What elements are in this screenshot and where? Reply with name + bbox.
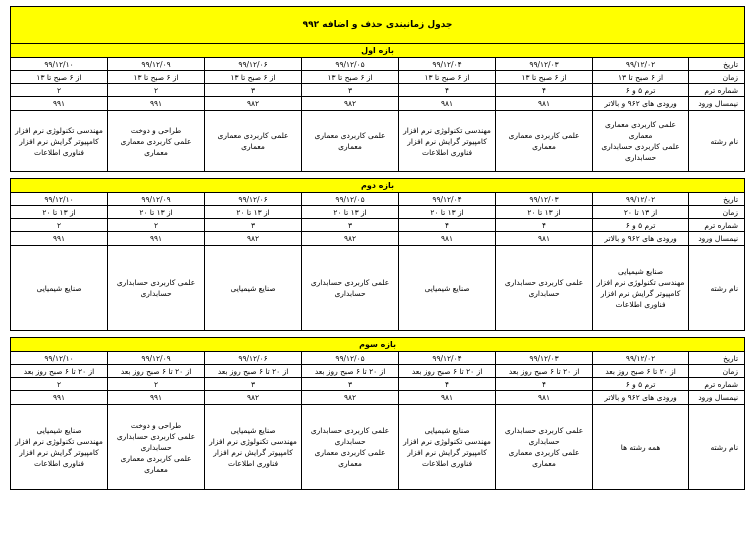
time-cell: از ۶ صبح تا ۱۳: [108, 71, 205, 84]
time-cell: از ۱۳ تا ۲۰: [205, 206, 302, 219]
time-cell: از ۲۰ تا ۶ صبح روز بعد: [496, 365, 593, 378]
row-label: زمان: [689, 71, 745, 84]
gap-cell: [11, 172, 745, 179]
term-cell: ۳: [302, 378, 399, 391]
term-row: [11, 219, 745, 232]
row-label: نام رشته: [689, 111, 745, 172]
semester-cell: ۹۸۲: [302, 232, 399, 246]
major-cell: [11, 246, 108, 331]
semester-cell: ۹۸۲: [205, 232, 302, 246]
semester-cell: ۹۹۱: [11, 391, 108, 405]
table-title: جدول زمانبندی حذف و اضافه ۹۹۲: [11, 7, 745, 44]
row-label: زمان: [689, 206, 745, 219]
semester-cell: ۹۸۱: [496, 391, 593, 405]
term-cell: ۴: [496, 84, 593, 97]
major-text: صنایع شیمیایی مهندسی تکنولوژی نرم افزار کامپیوتر گرایش نرم افزار فناوری اطلاعات: [15, 426, 103, 468]
term-cell: ترم ۵ و ۶: [593, 219, 689, 232]
gap-cell: [11, 331, 745, 338]
semester-cell: ورودی های ۹۶۲ و بالاتر: [593, 97, 689, 111]
time-cell: از ۱۳ تا ۲۰: [399, 206, 496, 219]
row-label: نیمسال ورود: [689, 391, 745, 405]
major-text: صنایع شیمیایی: [36, 283, 82, 293]
major-text: طراحی و دوخت علمی کاربردی معماری معماری: [120, 125, 192, 157]
section-gap: [11, 172, 745, 179]
time-cell: از ۲۰ تا ۶ صبح روز بعد: [593, 365, 689, 378]
semester-cell: ۹۸۱: [399, 391, 496, 405]
major-text: صنایع شیمیایی: [424, 283, 470, 293]
section-title: بازه دوم: [11, 179, 745, 193]
term-cell: ۲: [11, 219, 108, 232]
term-cell: ۳: [205, 84, 302, 97]
date-row: [11, 193, 745, 206]
major-text: علمی کاربردی معماری معماری علمی کاربردی حسابداری حسابداری: [601, 120, 680, 162]
major-row: [11, 111, 745, 172]
major-cell: [11, 405, 108, 490]
date-cell: ۹۹/۱۲/۱۰: [11, 193, 108, 206]
semester-cell: ۹۸۲: [205, 97, 302, 111]
semester-cell: ۹۸۱: [399, 97, 496, 111]
semester-cell: ۹۸۱: [496, 232, 593, 246]
time-cell: از ۱۳ تا ۲۰: [593, 206, 689, 219]
schedule-table: [10, 6, 745, 490]
major-text: صنایع شیمیایی مهندسی تکنولوژی نرم افزار کامپیوتر گرایش نرم افزار فناوری اطلاعات: [596, 267, 685, 309]
time-cell: از ۱۳ تا ۲۰: [496, 206, 593, 219]
section-header-row: [11, 338, 745, 352]
major-text: علمی کاربردی معماری معماری: [217, 131, 289, 151]
time-cell: از ۶ صبح تا ۱۳: [205, 71, 302, 84]
time-cell: از ۲۰ تا ۶ صبح روز بعد: [11, 365, 108, 378]
date-cell: ۹۹/۱۲/۰۵: [302, 352, 399, 365]
date-cell: ۹۹/۱۲/۰۲: [593, 58, 689, 71]
date-cell: ۹۹/۱۲/۰۶: [205, 352, 302, 365]
semester-cell: ۹۸۱: [496, 97, 593, 111]
time-row: [11, 71, 745, 84]
major-cell: [496, 111, 593, 172]
time-cell: از ۶ صبح تا ۱۳: [399, 71, 496, 84]
section-gap: [11, 331, 745, 338]
row-label: نام رشته: [689, 405, 745, 490]
semester-cell: ۹۹۱: [11, 232, 108, 246]
date-cell: ۹۹/۱۲/۰۲: [593, 352, 689, 365]
time-cell: از ۲۰ تا ۶ صبح روز بعد: [108, 365, 205, 378]
major-cell: [399, 405, 496, 490]
date-cell: ۹۹/۱۲/۰۹: [108, 193, 205, 206]
semester-cell: ۹۹۱: [108, 97, 205, 111]
major-cell: [496, 405, 593, 490]
date-row: [11, 352, 745, 365]
major-cell: [496, 246, 593, 331]
term-cell: ۲: [108, 84, 205, 97]
row-label: شماره ترم: [689, 219, 745, 232]
time-cell: از ۶ صبح تا ۱۳: [302, 71, 399, 84]
major-cell: [593, 111, 689, 172]
semester-cell: ۹۸۲: [302, 391, 399, 405]
term-cell: ۲: [108, 219, 205, 232]
term-cell: ترم ۵ و ۶: [593, 378, 689, 391]
time-row: [11, 206, 745, 219]
major-text: علمی کاربردی معماری معماری: [314, 131, 386, 151]
major-text: علمی کاربردی حسابداری حسابداری علمی کاربردی معماری معماری: [310, 426, 390, 468]
schedule-body: [11, 7, 745, 490]
major-cell: [302, 246, 399, 331]
semester-cell: ورودی های ۹۶۲ و بالاتر: [593, 391, 689, 405]
date-cell: ۹۹/۱۲/۱۰: [11, 58, 108, 71]
date-cell: ۹۹/۱۲/۰۲: [593, 193, 689, 206]
major-text: علمی کاربردی حسابداری حسابداری علمی کاربردی معماری معماری: [504, 426, 584, 468]
semester-cell: ورودی های ۹۶۲ و بالاتر: [593, 232, 689, 246]
row-label: شماره ترم: [689, 378, 745, 391]
date-cell: ۹۹/۱۲/۰۳: [496, 352, 593, 365]
row-label: تاریخ: [689, 352, 745, 365]
term-cell: ۴: [496, 219, 593, 232]
semester-cell: ۹۸۱: [399, 232, 496, 246]
major-text: علمی کاربردی حسابداری حسابداری: [116, 278, 196, 298]
major-cell: [108, 111, 205, 172]
date-cell: ۹۹/۱۲/۰۳: [496, 193, 593, 206]
row-label: شماره ترم: [689, 84, 745, 97]
row-label: نام رشته: [689, 246, 745, 331]
row-label: نیمسال ورود: [689, 97, 745, 111]
term-cell: ۴: [399, 84, 496, 97]
time-cell: از ۶ صبح تا ۱۳: [496, 71, 593, 84]
section-title: بازه اول: [11, 44, 745, 58]
major-row: [11, 246, 745, 331]
term-cell: ۴: [399, 378, 496, 391]
major-cell: [593, 405, 689, 490]
semester-row: [11, 391, 745, 405]
semester-cell: ۹۹۱: [108, 232, 205, 246]
semester-cell: ۹۹۱: [108, 391, 205, 405]
major-cell: [205, 405, 302, 490]
semester-row: [11, 97, 745, 111]
major-cell: [399, 111, 496, 172]
row-label: نیمسال ورود: [689, 232, 745, 246]
section-header-row: [11, 179, 745, 193]
term-cell: ۲: [11, 84, 108, 97]
date-cell: ۹۹/۱۲/۰۵: [302, 193, 399, 206]
major-cell: [205, 111, 302, 172]
time-cell: از ۶ صبح تا ۱۳: [11, 71, 108, 84]
time-cell: از ۲۰ تا ۶ صبح روز بعد: [205, 365, 302, 378]
date-cell: ۹۹/۱۲/۰۵: [302, 58, 399, 71]
date-cell: ۹۹/۱۲/۰۹: [108, 352, 205, 365]
semester-row: [11, 232, 745, 246]
date-cell: ۹۹/۱۲/۰۴: [399, 352, 496, 365]
major-cell: [593, 246, 689, 331]
term-cell: ۳: [302, 219, 399, 232]
date-cell: ۹۹/۱۲/۰۴: [399, 58, 496, 71]
time-cell: از ۱۳ تا ۲۰: [302, 206, 399, 219]
semester-cell: ۹۸۲: [205, 391, 302, 405]
major-text: صنایع شیمیایی: [230, 283, 276, 293]
time-cell: از ۱۳ تا ۲۰: [11, 206, 108, 219]
semester-cell: ۹۹۱: [11, 97, 108, 111]
term-cell: ۳: [302, 84, 399, 97]
date-cell: ۹۹/۱۲/۰۶: [205, 193, 302, 206]
term-cell: ترم ۵ و ۶: [593, 84, 689, 97]
major-cell: [302, 111, 399, 172]
major-cell: [11, 111, 108, 172]
time-cell: از ۲۰ تا ۶ صبح روز بعد: [399, 365, 496, 378]
section-title: بازه سوم: [11, 338, 745, 352]
major-text: علمی کاربردی معماری معماری: [508, 131, 580, 151]
schedule-sheet: [10, 6, 744, 490]
term-row: [11, 84, 745, 97]
time-cell: از ۱۳ تا ۲۰: [108, 206, 205, 219]
row-label: تاریخ: [689, 58, 745, 71]
major-cell: [108, 246, 205, 331]
major-text: صنایع شیمیایی مهندسی تکنولوژی نرم افزار کامپیوتر گرایش نرم افزار فناوری اطلاعات: [403, 426, 491, 468]
major-cell: [108, 405, 205, 490]
date-cell: ۹۹/۱۲/۰۶: [205, 58, 302, 71]
major-text: طراحی و دوخت علمی کاربردی حسابداری حسابداری علمی کاربردی معماری معماری: [116, 420, 196, 474]
major-text: مهندسی تکنولوژی نرم افزار کامپیوتر گرایش نرم افزار فناوری اطلاعات: [403, 125, 491, 157]
term-cell: ۲: [11, 378, 108, 391]
term-cell: ۳: [205, 219, 302, 232]
major-cell: [399, 246, 496, 331]
date-cell: ۹۹/۱۲/۰۹: [108, 58, 205, 71]
date-row: [11, 58, 745, 71]
term-cell: ۳: [205, 378, 302, 391]
semester-cell: ۹۸۲: [302, 97, 399, 111]
section-header-row: [11, 44, 745, 58]
term-cell: ۴: [399, 219, 496, 232]
major-text: علمی کاربردی حسابداری حسابداری: [310, 278, 390, 298]
date-cell: ۹۹/۱۲/۱۰: [11, 352, 108, 365]
term-cell: ۴: [496, 378, 593, 391]
major-row: [11, 405, 745, 490]
time-row: [11, 365, 745, 378]
date-cell: ۹۹/۱۲/۰۴: [399, 193, 496, 206]
row-label: تاریخ: [689, 193, 745, 206]
major-text: مهندسی تکنولوژی نرم افزار کامپیوتر گرایش نرم افزار فناوری اطلاعات: [15, 125, 103, 157]
date-cell: ۹۹/۱۲/۰۳: [496, 58, 593, 71]
major-cell: [205, 246, 302, 331]
major-text: علمی کاربردی حسابداری حسابداری: [504, 278, 584, 298]
major-cell: [302, 405, 399, 490]
time-cell: از ۶ صبح تا ۱۳: [593, 71, 689, 84]
title-row: [11, 7, 745, 44]
major-text: همه رشته ها: [620, 442, 661, 452]
term-row: [11, 378, 745, 391]
time-cell: از ۲۰ تا ۶ صبح روز بعد: [302, 365, 399, 378]
row-label: زمان: [689, 365, 745, 378]
major-text: صنایع شیمیایی مهندسی تکنولوژی نرم افزار کامپیوتر گرایش نرم افزار فناوری اطلاعات: [209, 426, 297, 468]
term-cell: ۲: [108, 378, 205, 391]
